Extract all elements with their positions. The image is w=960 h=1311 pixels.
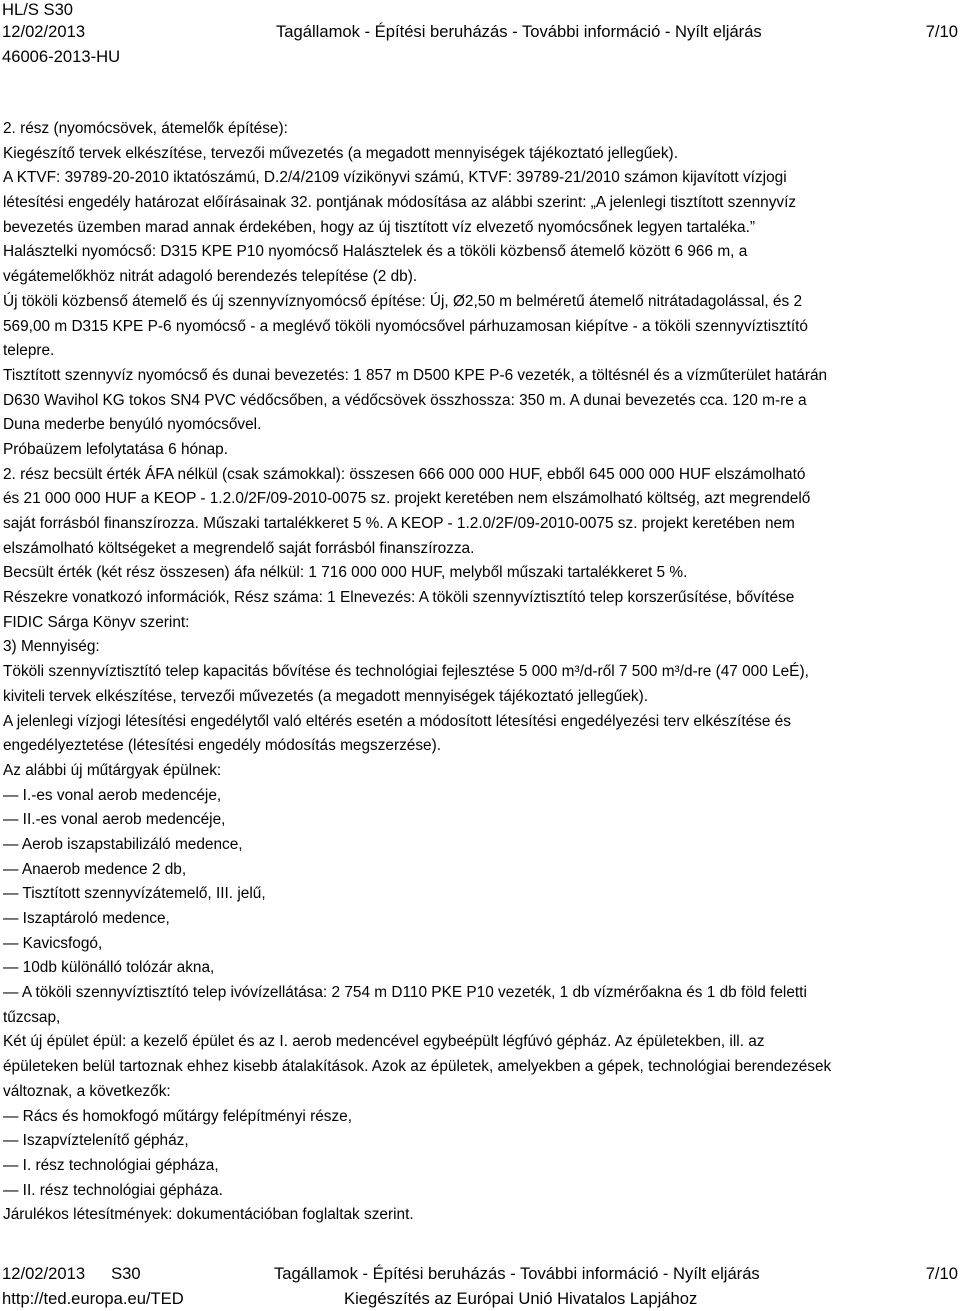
body-line: Két új épület épül: a kezelő épület és az I. aerob medencével egybeépült légfúvó gépház. Az épületekben, ill. az [3, 1033, 765, 1051]
body-line: Próbaüzem lefolytatása 6 hónap. [3, 440, 229, 458]
body-line: létesítési engedély határozat előírásainak 32. pontjának módosítása az alábbi szerint: „A jelenlegi tisztított szennyvíz [3, 194, 797, 212]
header-title: Tagállamok - Építési beruházás - További információ - Nyílt eljárás [276, 22, 762, 41]
body-line: — Iszaptároló medence, [3, 910, 170, 927]
body-line: tűzcsap, [3, 1008, 61, 1026]
body-line: — 10db különálló tolózár akna, [3, 959, 215, 977]
body-line: — II.-es vonal aerob medencéje, [3, 811, 226, 829]
body-line: — A tököli szennyvíztisztító telep ivóvízellátása: 2 754 m D110 PKE P10 vezeték, 1 db vízmérőakna és 1 db föld feletti [3, 984, 807, 1002]
footer-page-number: 7/10 [925, 1264, 958, 1283]
body-line: változnak, a következők: [3, 1082, 171, 1100]
body-line: 569,00 m D315 KPE P-6 nyomócső - a meglévő tököli nyomócsővel párhuzamosan kiépítve - a tököli szennyvíztisztító [3, 317, 808, 335]
body-line: Duna mederbe benyúló nyomócsővel. [3, 416, 262, 434]
body-line: 3) Mennyiség: [3, 638, 100, 656]
body-line: Új tököli közbenső átemelő és új szennyvíznyomócső építése: Új, Ø2,50 m belméretű átemelő nitrátadagolással, és 2 [3, 292, 803, 310]
body-line: saját forrásból finanszírozza. Műszaki tartalékkeret 5 %. A KEOP - 1.2.0/2F/09-2010-0075 sz. projekt keretében nem [3, 515, 795, 532]
body-line: bevezetés üzemben marad annak érdekében, hogy az új tisztított víz elvezető nyomócsőnek legyen tartaléka.” [3, 218, 755, 236]
body-line: engedélyeztetése (létesítési engedély módosítás megszerzése). [3, 737, 442, 755]
body-line: végátemelőkhöz nitrát adagoló berendezés telepítése (2 db). [3, 268, 418, 286]
body-line: Becsült érték (két rész összesen) áfa nélkül: 1 716 000 000 HUF, melyből műszaki tartalékkeret 5 %. [3, 564, 688, 582]
body-line: kiviteli tervek elkészítése, tervezői művezetés (a megadott mennyiségek tájékoztató jellegűek). [3, 687, 649, 705]
body-line: Az alábbi új műtárgyak épülnek: [3, 761, 222, 779]
document-body [3, 117, 958, 1228]
header-date: 12/02/2013 [2, 22, 86, 41]
footer-date-series [2, 1264, 141, 1284]
body-line: — Rács és homokfogó műtárgy felépítményi része, [3, 1107, 353, 1125]
body-line: és 21 000 000 HUF a KEOP - 1.2.0/2F/09-2010-0075 sz. projekt keretében nem elszámolható költség, azt megrendelő [3, 490, 811, 508]
footer-publisher: Kiegészítés az Európai Unió Hivatalos Lapjához [344, 1289, 698, 1308]
footer-series: S30 [111, 1264, 141, 1283]
header-notice-number: 46006-2013-HU [2, 47, 121, 66]
body-line: Tököli szennyvíztisztító telep kapacitás bővítése és technológiai fejlesztése 5 000 m³/d-ről 7 500 m³/d-re (47 000 LeÉ), [3, 663, 809, 681]
body-line: A KTVF: 39789-20-2010 iktatószámú, D.2/4/2109 vízikönyvi számú, KTVF: 39789-21/2010 számon kijavított vízjogi [3, 169, 787, 187]
body-line: D630 Wavihol KG tokos SN4 PVC védőcsőben, a védőcsövek összhossza: 350 m. A dunai bevezetés cca. 120 m-re a [3, 391, 807, 409]
body-line: Halásztelki nyomócső: D315 KPE P10 nyomócső Halásztelek és a tököli közbenső átemelő között 6 966 m, a [3, 243, 748, 261]
body-line: Kiegészítő tervek elkészítése, tervezői művezetés (a megadott mennyiségek tájékoztató jellegűek). [3, 144, 678, 162]
body-line: Járulékos létesítmények: dokumentációban foglaltak szerint. [3, 1206, 414, 1224]
body-line: — Tisztított szennyvízátemelő, III. jelű, [3, 885, 266, 903]
header-page-number: 7/10 [925, 22, 958, 41]
body-line: — Aerob iszapstabilizáló medence, [3, 835, 243, 853]
body-line: 2. rész becsült érték ÁFA nélkül (csak számokkal): összesen 666 000 000 HUF, ebből 645 000 000 HUF elszámolható [3, 465, 806, 483]
body-line: — II. rész technológiai gépháza. [3, 1181, 223, 1199]
body-line: — I. rész technológiai gépháza, [3, 1156, 219, 1174]
body-line: épületeken belül tartoznak ehhez kisebb átalakítások. Azok az épületek, amelyekben a gépek, technológiai berendezések [3, 1058, 832, 1076]
body-line: — I.-es vonal aerob medencéje, [3, 786, 222, 804]
body-line: Tisztított szennyvíz nyomócső és dunai bevezetés: 1 857 m D500 KPE P-6 vezeték, a töltésnél és a vízműterület határán [3, 366, 828, 384]
body-line: FIDIC Sárga Könyv szerint: [3, 613, 190, 631]
body-line: elszámolható költségeket a megrendelő saját forrásból finanszírozza. [3, 539, 475, 557]
body-line: A jelenlegi vízjogi létesítési engedélytől való eltérés esetén a módosított létesítési engedélyezési terv elkészítése és [3, 712, 791, 730]
body-line: — Iszapvíztelenítő gépház, [3, 1132, 189, 1150]
body-line: telepre. [3, 342, 55, 360]
footer-date: 12/02/2013 [2, 1264, 86, 1283]
header-doc-id: HL/S S30 [2, 0, 74, 19]
body-line: — Anaerob medence 2 db, [3, 860, 187, 878]
footer-title: Tagállamok - Építési beruházás - További információ - Nyílt eljárás [274, 1264, 760, 1283]
body-line: 2. rész (nyomócsövek, átemelők építése): [3, 120, 288, 137]
body-line: Részekre vonatkozó információk, Rész száma: 1 Elnevezés: A tököli szennyvíztisztító telep korszerűsítése, bővítése [3, 589, 795, 607]
footer-url[interactable]: http://ted.europa.eu/TED [2, 1289, 184, 1308]
page-footer [2, 1262, 958, 1311]
body-line: — Kavicsfogó, [3, 934, 103, 952]
page-header [2, 0, 958, 70]
